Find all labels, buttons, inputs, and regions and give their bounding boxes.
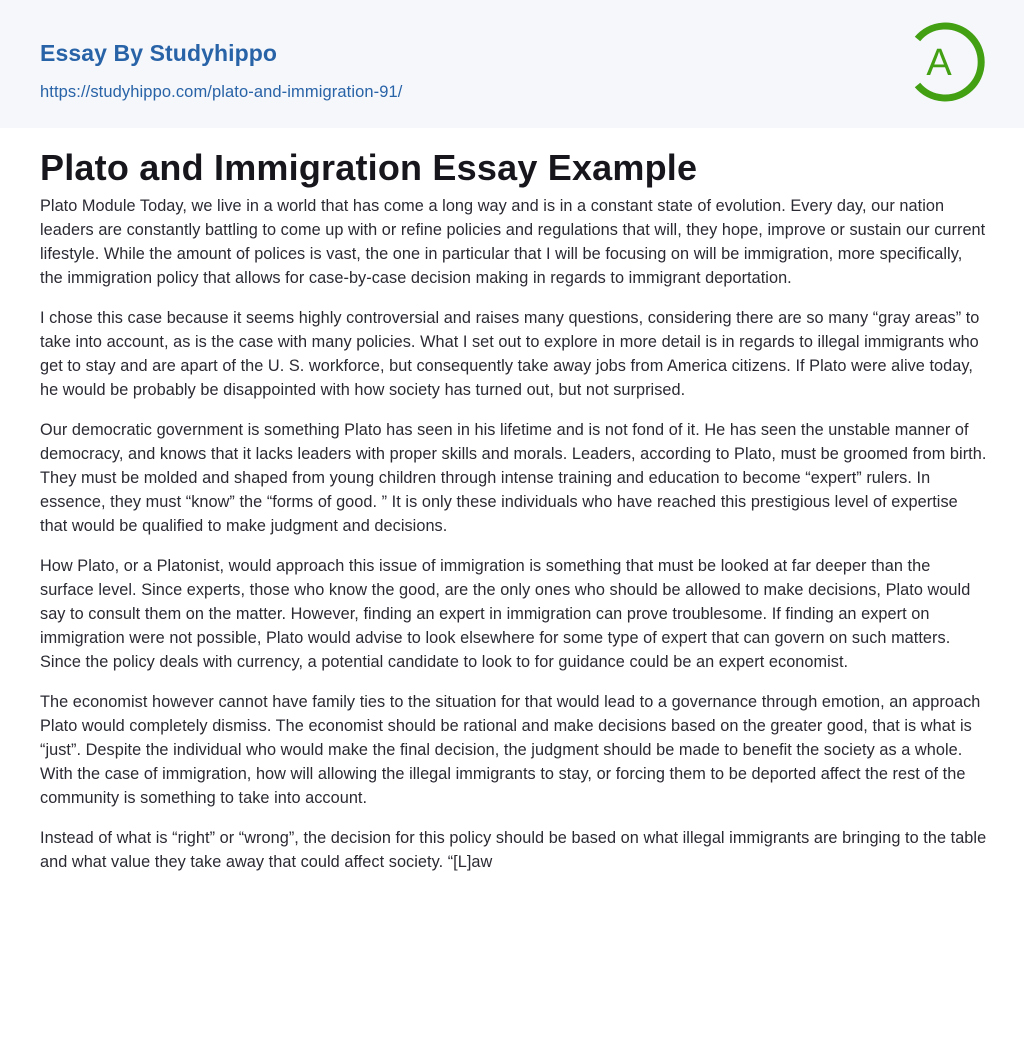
essay-body [40, 194, 988, 890]
logo-letter: A [926, 42, 952, 84]
essay-paragraph: Our democratic government is something Plato has seen in his lifetime and is not fond of it. He has seen the unstable manner of democracy, and knows that it lacks leaders with proper skills and morals. Leaders, according to Plato, must be groomed from birth. They must be molded and shaped from young children through intense training and education to become “expert” rulers. In essence, they must “know” the “forms of good. ” It is only these individuals who have reached this prestigious level of expertise that would be qualified to make judgment and decisions. [40, 421, 987, 535]
essay-paragraph: I chose this case because it seems highly controversial and raises many questions, considering there are so many “gray areas” to take into account, as is the case with many policies. What I set out to explore in more detail is in regards to illegal immigrants who get to stay and are apart of the U. S. workforce, but consequently take away jobs from America citizens. If Plato were alive today, he would be probably be disappointed with how society has turned out, but not surprised. [40, 309, 980, 399]
essay-paragraph: How Plato, or a Platonist, would approach this issue of immigration is something that must be looked at far deeper than the surface level. Since experts, those who know the good, are the only ones who should be allowed to make decisions, Plato would say to consult them on the matter. However, finding an expert in immigration can prove troublesome. If finding an expert on immigration were not possible, Plato would advise to look elsewhere for some type of expert that can govern on such matters. Since the policy deals with currency, a potential candidate to look to for guidance could be an expert economist. [40, 557, 971, 671]
essay-paragraph: Instead of what is “right” or “wrong”, the decision for this policy should be based on what illegal immigrants are bringing to the table and what value they take away that could affect society. “[L]aw [40, 829, 987, 871]
essay-title: Plato and Immigration Essay Example [40, 147, 698, 188]
essay-paragraph: Plato Module Today, we live in a world that has come a long way and is in a constant state of evolution. Every day, our nation leaders are constantly battling to come up with or refine policies and regulations that will, they hope, improve or sustain our current lifestyle. While the amount of polices is vast, the one in particular that I will be focusing on will be immigration, more specifically, the immigration policy that allows for case-by-case decision making in regards to immigrant deportation. [40, 197, 986, 287]
studyhippo-logo-icon[interactable] [912, 18, 986, 106]
brand-title-link[interactable]: Essay By Studyhippo [40, 40, 278, 66]
essay-url-link[interactable]: https://studyhippo.com/plato-and-immigration-91/ [40, 83, 403, 101]
essay-paragraph: The economist however cannot have family ties to the situation for that would lead to a governance through emotion, an approach Plato would completely dismiss. The economist should be rational and make decisions based on the greater good, that is what is “just”. Despite the individual who would make the final decision, the judgment should be made to benefit the society as a whole. With the case of immigration, how will allowing the illegal immigrants to stay, or forcing them to be deported affect the rest of the community is something to take into account. [40, 693, 981, 807]
